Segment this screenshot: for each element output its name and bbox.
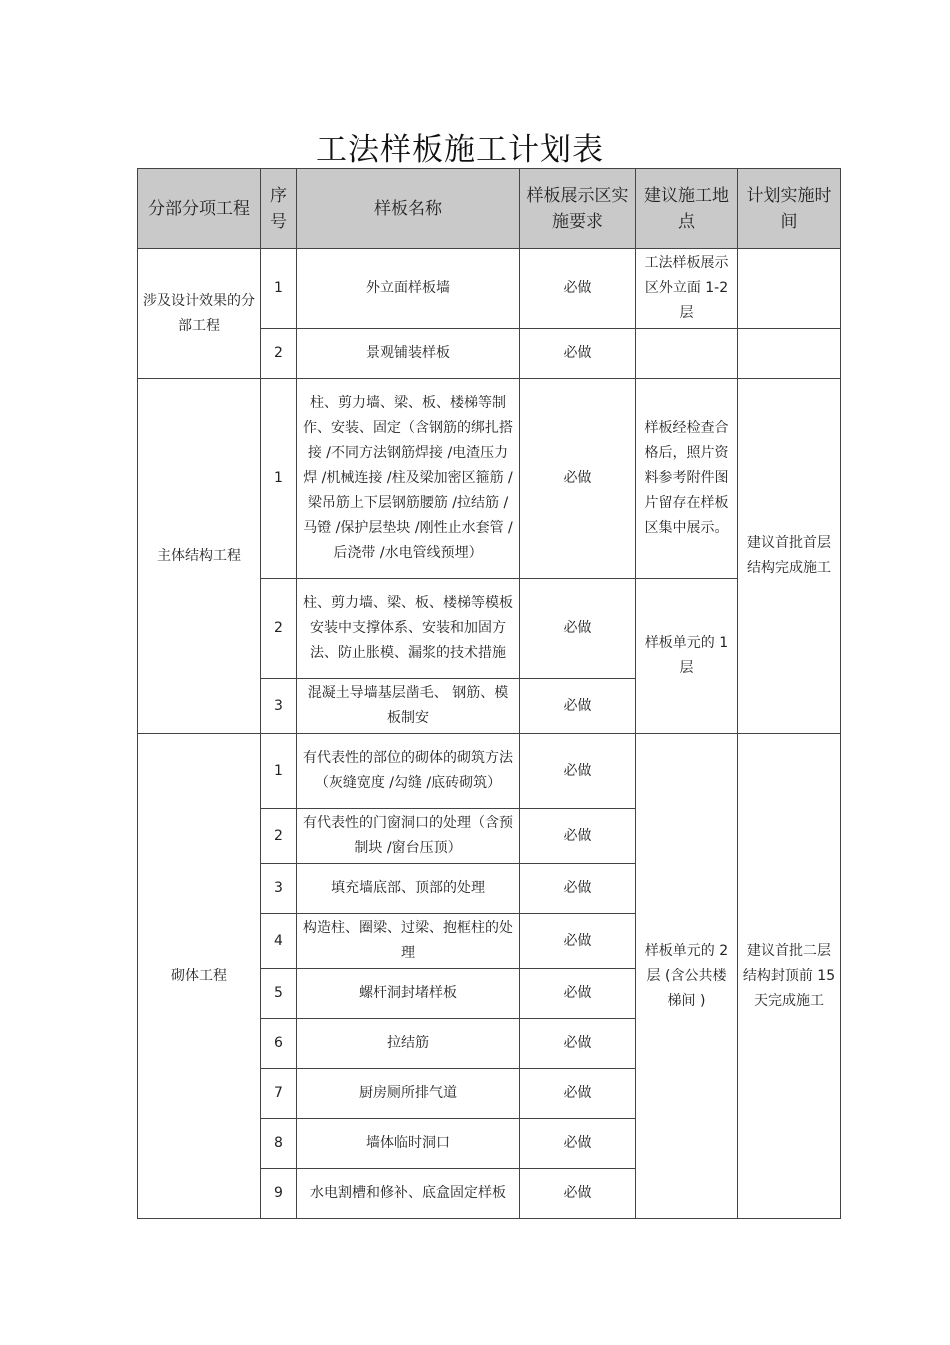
requirement-cell: 必做 xyxy=(520,809,636,864)
sample-name-cell: 柱、剪力墙、梁、板、楼梯等制作、安装、固定（含钢筋的绑扎搭接 /不同方法钢筋焊接 /电渣压力焊 /机械连接 /柱及梁加密区箍筋 /梁吊筋上下层钢筋腰筋 /拉结筋 /马镫 /保护层垫块 /刚性止水套管 /后浇带 /水电管线预埋） xyxy=(297,379,520,579)
requirement-cell: 必做 xyxy=(520,969,636,1019)
construction-plan-table xyxy=(137,168,841,1219)
sample-name-cell: 外立面样板墙 xyxy=(297,249,520,329)
seq-cell: 8 xyxy=(261,1119,297,1169)
requirement-cell: 必做 xyxy=(520,1119,636,1169)
requirement-cell: 必做 xyxy=(520,379,636,579)
sample-name-cell: 有代表性的部位的砌体的砌筑方法（灰缝宽度 /勾缝 /底砖砌筑） xyxy=(297,734,520,809)
header-time: 计划实施时间 xyxy=(738,169,841,249)
seq-cell: 2 xyxy=(261,329,297,379)
location-cell: 工法样板展示区外立面 1-2 层 xyxy=(636,249,738,329)
sample-name-cell: 填充墙底部、顶部的处理 xyxy=(297,864,520,914)
header-category: 分部分项工程 xyxy=(138,169,261,249)
table-row xyxy=(138,379,841,579)
sample-name-cell: 有代表性的门窗洞口的处理（含预制块 /窗台压顶） xyxy=(297,809,520,864)
location-cell xyxy=(636,329,738,379)
page-title: 工法样板施工计划表 xyxy=(316,132,604,168)
sample-name-cell: 螺杆洞封堵样板 xyxy=(297,969,520,1019)
header-location: 建议施工地点 xyxy=(636,169,738,249)
requirement-cell: 必做 xyxy=(520,329,636,379)
sample-name-cell: 墙体临时洞口 xyxy=(297,1119,520,1169)
seq-cell: 2 xyxy=(261,579,297,679)
location-cell: 样板单元的 2 层 (含公共楼梯间 ) xyxy=(636,734,738,1219)
sample-name-cell: 厨房厕所排气道 xyxy=(297,1069,520,1119)
seq-cell: 5 xyxy=(261,969,297,1019)
time-cell: 建议首批二层结构封顶前 15 天完成施工 xyxy=(738,734,841,1219)
requirement-cell: 必做 xyxy=(520,249,636,329)
seq-cell: 4 xyxy=(261,914,297,969)
header-seq: 序号 xyxy=(261,169,297,249)
category-cell: 涉及设计效果的分部工程 xyxy=(138,249,261,379)
seq-cell: 9 xyxy=(261,1169,297,1219)
sample-name-cell: 构造柱、圈梁、过梁、抱框柱的处理 xyxy=(297,914,520,969)
requirement-cell: 必做 xyxy=(520,1169,636,1219)
time-cell xyxy=(738,329,841,379)
requirement-cell: 必做 xyxy=(520,579,636,679)
sample-name-cell: 景观铺装样板 xyxy=(297,329,520,379)
requirement-cell: 必做 xyxy=(520,1019,636,1069)
table-row xyxy=(138,734,841,809)
time-cell xyxy=(738,249,841,329)
seq-cell: 1 xyxy=(261,379,297,579)
sample-name-cell: 水电割槽和修补、底盒固定样板 xyxy=(297,1169,520,1219)
category-cell: 主体结构工程 xyxy=(138,379,261,734)
sample-name-cell: 柱、剪力墙、梁、板、楼梯等模板安装中支撑体系、安装和加固方法、防止胀模、漏浆的技术措施 xyxy=(297,579,520,679)
header-requirement: 样板展示区实施要求 xyxy=(520,169,636,249)
location-cell: 样板经检查合格后，照片资料参考附件图片留存在样板区集中展示。 xyxy=(636,379,738,579)
seq-cell: 2 xyxy=(261,809,297,864)
category-cell: 砌体工程 xyxy=(138,734,261,1219)
seq-cell: 3 xyxy=(261,864,297,914)
sample-name-cell: 拉结筋 xyxy=(297,1019,520,1069)
seq-cell: 6 xyxy=(261,1019,297,1069)
table-row xyxy=(138,249,841,329)
seq-cell: 7 xyxy=(261,1069,297,1119)
requirement-cell: 必做 xyxy=(520,734,636,809)
seq-cell: 1 xyxy=(261,249,297,329)
requirement-cell: 必做 xyxy=(520,1069,636,1119)
header-name: 样板名称 xyxy=(297,169,520,249)
sample-name-cell: 混凝土导墙基层凿毛、 钢筋、模板制安 xyxy=(297,679,520,734)
requirement-cell: 必做 xyxy=(520,679,636,734)
header-row xyxy=(138,169,841,249)
requirement-cell: 必做 xyxy=(520,914,636,969)
location-cell: 样板单元的 1 层 xyxy=(636,579,738,734)
seq-cell: 1 xyxy=(261,734,297,809)
requirement-cell: 必做 xyxy=(520,864,636,914)
seq-cell: 3 xyxy=(261,679,297,734)
time-cell: 建议首批首层结构完成施工 xyxy=(738,379,841,734)
